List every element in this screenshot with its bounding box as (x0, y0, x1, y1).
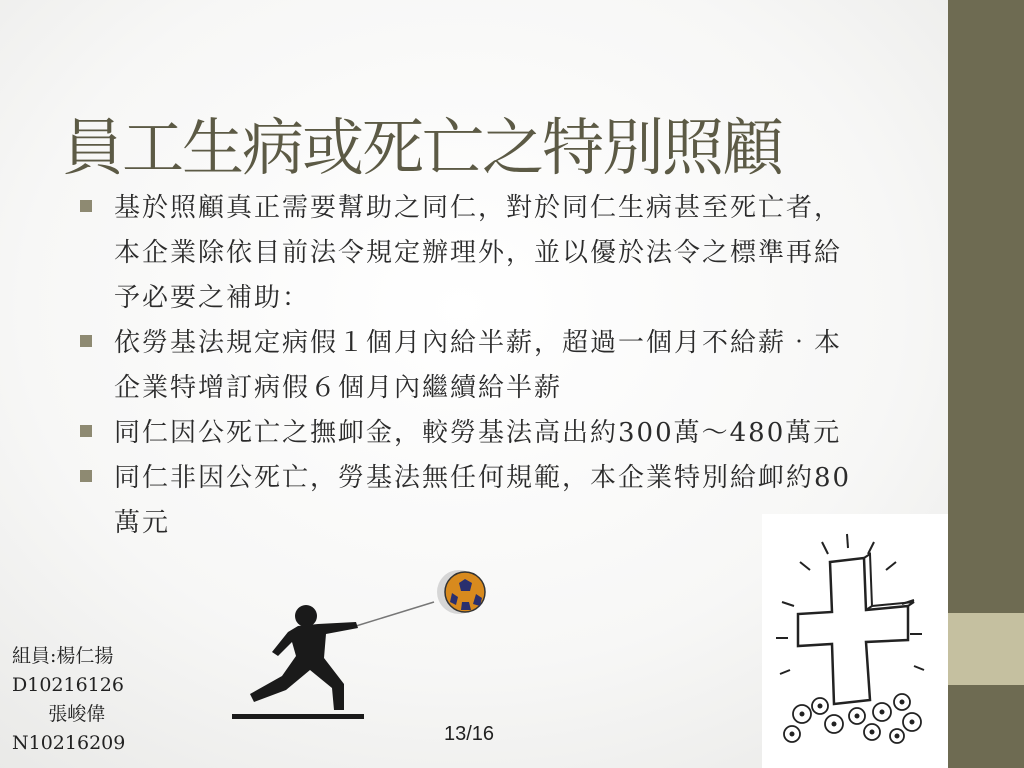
bullet-list (80, 186, 860, 546)
side-accent-block (948, 613, 1024, 685)
bullet-item (80, 411, 860, 456)
bullet-square-icon (80, 425, 92, 437)
bullet-square-icon (80, 470, 92, 482)
member-line: 張峻偉 (12, 703, 106, 725)
member-line: N10216209 (12, 732, 126, 754)
bullet-square-icon (80, 200, 92, 212)
group-members (12, 642, 125, 758)
slide-title: 員工生病或死亡之特別照顧 (62, 110, 783, 184)
bullet-text: 依勞基法規定病假１個月內給半薪，超過一個月不給薪‧本企業特增訂病假６個月內繼續給半薪 (114, 328, 843, 403)
member-line: D10216126 (12, 674, 124, 696)
bullet-text: 同仁因公死亡之撫卹金，較勞基法高出約300萬～480萬元 (114, 418, 842, 448)
page-number: 13/16 (444, 723, 495, 745)
bullet-text: 同仁非因公死亡，勞基法無任何規範，本企業特別給卹約80萬元 (114, 463, 852, 538)
bullet-item (80, 186, 860, 321)
bullet-square-icon (80, 335, 92, 347)
bullet-item (80, 321, 860, 411)
bullet-item (80, 456, 860, 546)
bullet-text: 基於照顧真正需要幫助之同仁，對於同仁生病甚至死亡者，本企業除依目前法令規定辦理外，並以優於法令之標準再給予必要之補助： (114, 193, 843, 313)
fencer-image (226, 560, 496, 728)
member-line: 組員:楊仁揚 (12, 645, 114, 667)
cross-image (762, 514, 948, 768)
